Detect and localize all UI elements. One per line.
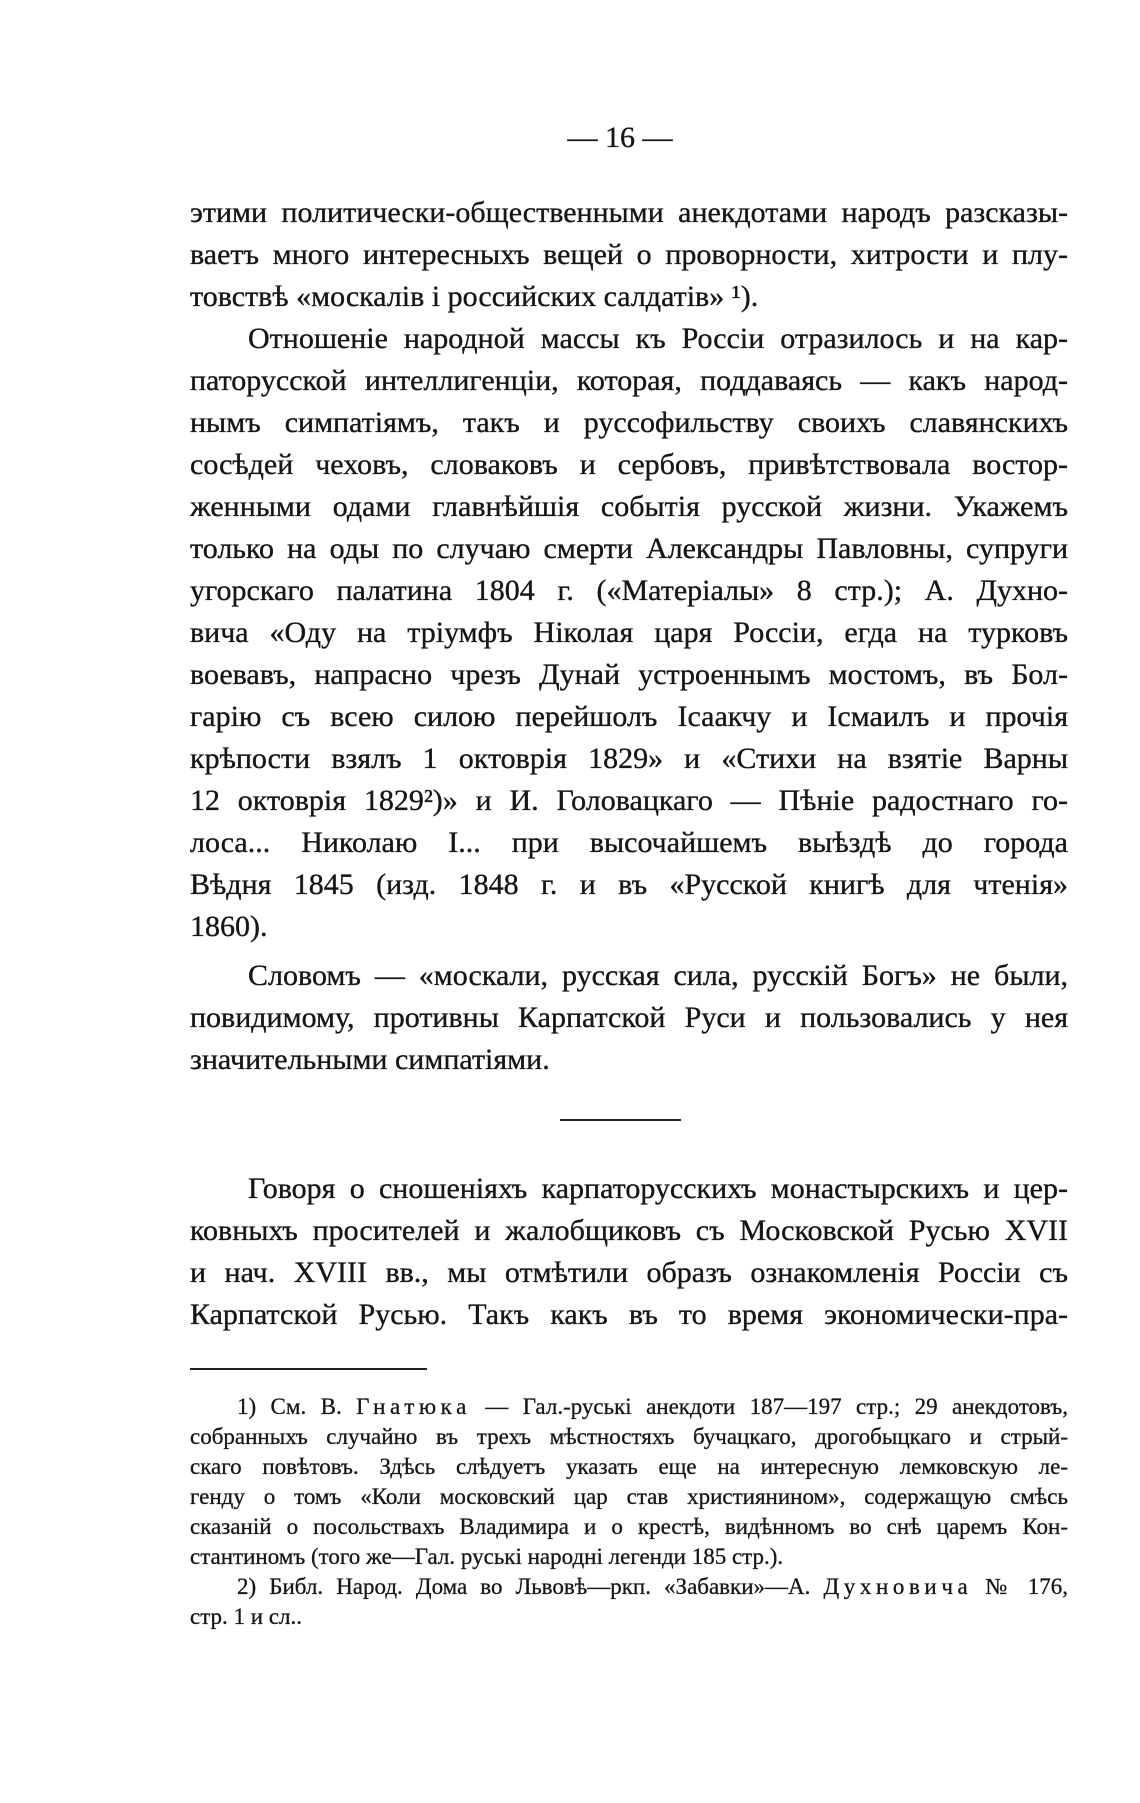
footnote-text: № 176, [972, 1574, 1068, 1599]
text-line: 1860). [190, 910, 268, 943]
text-line: генду о томъ «Коли московский цар став християнином», содержащую смѣсь [190, 1484, 1068, 1509]
text-line: угорскаго палатина 1804 г. («Матеріалы» 8 стр.); А. Духно- [190, 574, 1068, 607]
text-line: женными одами главнѣйшія событія русской жизни. Укажемъ [190, 490, 1068, 523]
text-line: стантиномъ (того же—Гал. руські народні легенди 185 стр.). [190, 1544, 784, 1569]
section-divider [560, 1119, 681, 1121]
text-line: нымъ симпатіямъ, такъ и руссофильству своихъ славянскихъ [190, 406, 1068, 439]
text-line: вича «Оду на тріумфъ Ніколая царя Россіи, егда на турковъ [190, 616, 1068, 649]
footnote-rule [190, 1368, 427, 1370]
footnote-text: 1) См. В. [237, 1394, 357, 1419]
text-line: собранныхъ случайно въ трехъ мѣстностяхъ бучацкаго, дрогобыцкаго и стрый- [190, 1424, 1068, 1449]
text-line: лоса... Николаю I... при высочайшемъ выѣздѣ до города [190, 826, 1068, 859]
paragraph-intelligentsia [190, 318, 1068, 948]
text-line: сосѣдей чеховъ, словаковъ и сербовъ, привѣтствовала востор- [190, 448, 1068, 481]
author-name-spaced: Гнатюка [356, 1394, 471, 1419]
text-line: значительными симпатіями. [190, 1043, 550, 1076]
text-line: Вѣдня 1845 (изд. 1848 г. и въ «Русской книгѣ для чтенія» [190, 868, 1068, 901]
text-line: скаго повѣтовъ. Здѣсь слѣдуетъ указать еще на интересную лемковскую ле- [190, 1454, 1068, 1479]
text-line: этими политически-общественными анекдотами народъ разсказы- [190, 196, 1068, 229]
main-text-top [190, 192, 1068, 948]
text-line [190, 1392, 1068, 1422]
text-line: паторусской интеллигенціи, которая, поддаваясь — какъ народ- [190, 364, 1068, 397]
paragraph-conclusion [190, 955, 1068, 1081]
footnote-1 [190, 1392, 1068, 1572]
text-line: Словомъ — «москали, русская сила, русскій Богъ» не были, [248, 959, 1068, 992]
text-line: повидимому, противны Карпатской Руси и пользовались у нея [190, 1001, 1068, 1034]
text-line: только на оды по случаю смерти Александры Павловны, супруги [190, 532, 1068, 565]
footnotes [190, 1392, 1068, 1632]
text-line: крѣпости взялъ 1 октоврія 1829» и «Стихи на взятіе Варны [190, 742, 1068, 775]
footnote-text: — Гал.-руські анекдоти 187—197 стр.; 29 анекдотовъ, [470, 1394, 1068, 1419]
text-line: сказаній о посольствахъ Владимира и о крестѣ, видѣнномъ во снѣ царемъ Кон- [190, 1514, 1068, 1539]
footnote-text: 2) Библ. Народ. Дома во Львовѣ—ркп. «Забавки»—А. [237, 1574, 824, 1599]
text-line: товствѣ «москалів і российских салдатів» ¹). [190, 280, 759, 313]
footnote-2 [190, 1572, 1068, 1632]
paragraph-new-section [190, 1168, 1068, 1336]
text-line: ваетъ много интересныхъ вещей о проворности, хитрости и плу- [190, 238, 1068, 271]
text-line: Отношеніе народной массы къ Россіи отразилось и на кар- [248, 322, 1068, 355]
text-line: ковныхъ просителей и жалобщиковъ съ Московской Русью XVII [190, 1214, 1068, 1247]
text-line: воевавъ, напрасно чрезъ Дунай устроеннымъ мостомъ, въ Бол- [190, 658, 1068, 691]
text-line: и нач. XVIII вв., мы отмѣтили образъ ознакомленія Россіи съ [190, 1256, 1068, 1289]
page-number: — 16 — [567, 121, 673, 154]
text-line: гарію съ всею силою перейшолъ Ісаакчу и Ісмаилъ и прочія [190, 700, 1068, 733]
text-line: 12 октоврія 1829²)» и И. Головацкаго — Пѣніе радостнаго го- [190, 784, 1068, 817]
paragraph-continuation [190, 192, 1068, 318]
text-line: Говоря о сношеніяхъ карпаторусскихъ монастырскихъ и цер- [248, 1172, 1068, 1205]
text-line [190, 1572, 1068, 1602]
text-line: стр. 1 и сл.. [190, 1604, 303, 1629]
text-line: Карпатской Русью. Такъ какъ въ то время экономически-пра- [190, 1298, 1068, 1331]
author-name-spaced: Духновича [823, 1574, 973, 1599]
